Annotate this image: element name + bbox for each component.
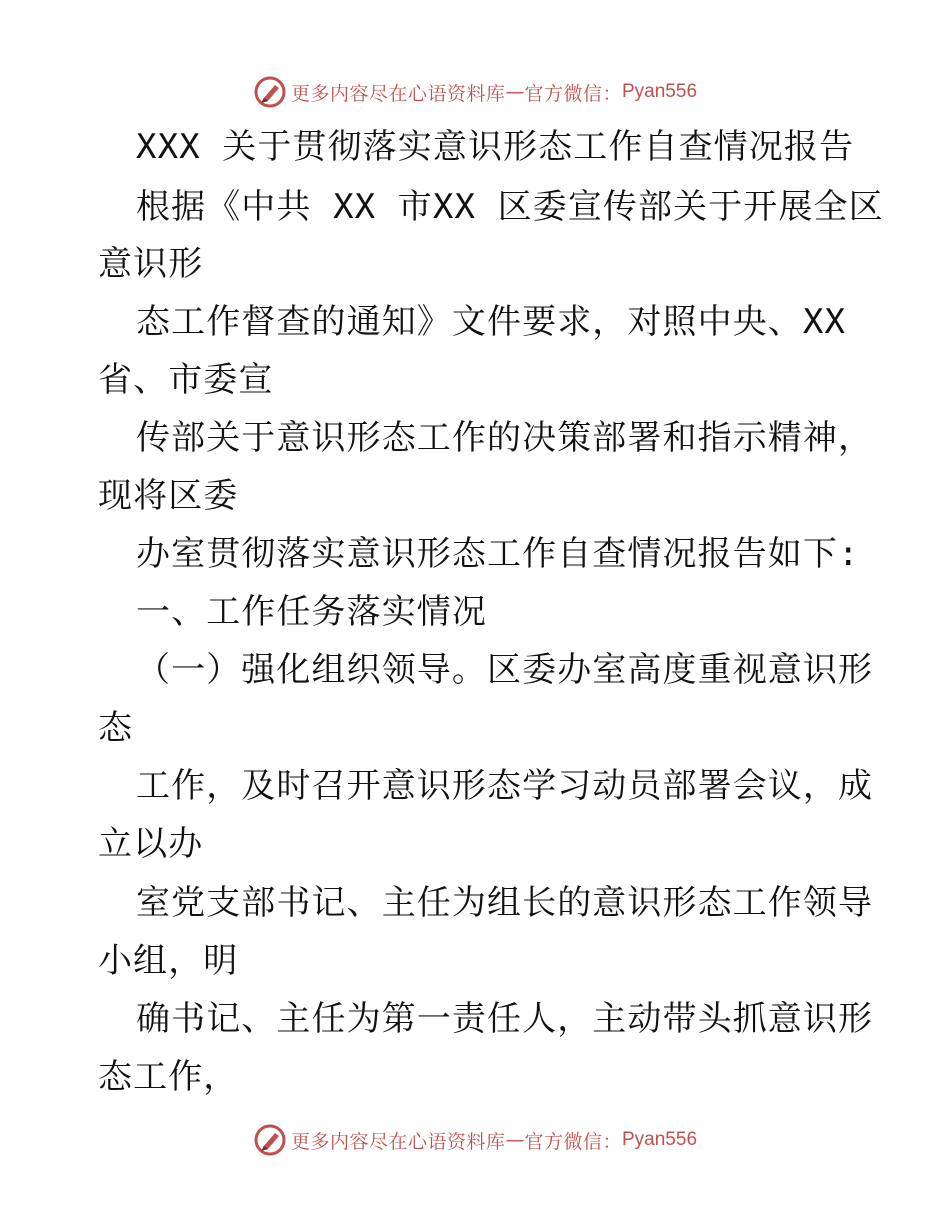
- body-line: 省、市委宣: [98, 360, 274, 400]
- watermark-id: Pyan556: [622, 81, 698, 102]
- body-line: 小组，明: [98, 941, 239, 981]
- watermark-separator: —: [505, 1129, 525, 1151]
- body-line: 态: [98, 708, 134, 748]
- body-line: 意识形: [98, 244, 204, 284]
- watermark-header: [0, 72, 950, 112]
- body-line: （一）强化组织领导。区委办室高度重视意识形: [136, 650, 874, 690]
- document-title: XXX 关于贯彻落实意识形态工作自查情况报告: [136, 127, 855, 167]
- watermark-label: 官方微信：: [524, 82, 622, 105]
- watermark-label: 官方微信：: [524, 1130, 622, 1153]
- watermark-separator: —: [505, 81, 525, 103]
- watermark-id: Pyan556: [622, 1129, 698, 1150]
- body-line: 确书记、主任为第一责任人，主动带头抓意识形: [136, 999, 874, 1039]
- pen-logo-icon: [253, 1123, 287, 1157]
- watermark-text: 更多内容尽在心语资料库: [290, 82, 506, 105]
- body-line: 现将区委: [98, 476, 239, 516]
- body-line: 立以办: [98, 824, 204, 864]
- body-line: 根据《中共 XX 市XX 区委宣传部关于开展全区: [136, 187, 884, 227]
- body-line: 态工作，: [98, 1057, 239, 1097]
- section-heading: 一、工作任务落实情况: [136, 592, 487, 632]
- body-line: 办室贯彻落实意识形态工作自查情况报告如下:: [136, 534, 860, 574]
- body-line: 传部关于意识形态工作的决策部署和指示精神，: [136, 418, 874, 458]
- watermark-text: 更多内容尽在心语资料库: [290, 1130, 506, 1153]
- body-line: 室党支部书记、主任为组长的意识形态工作领导: [136, 883, 874, 923]
- watermark-footer: [0, 1120, 950, 1160]
- body-line: 工作，及时召开意识形态学习动员部署会议，成: [136, 766, 874, 806]
- body-line: 态工作督查的通知》文件要求，对照中央、XX: [136, 302, 847, 342]
- pen-logo-icon: [253, 75, 287, 109]
